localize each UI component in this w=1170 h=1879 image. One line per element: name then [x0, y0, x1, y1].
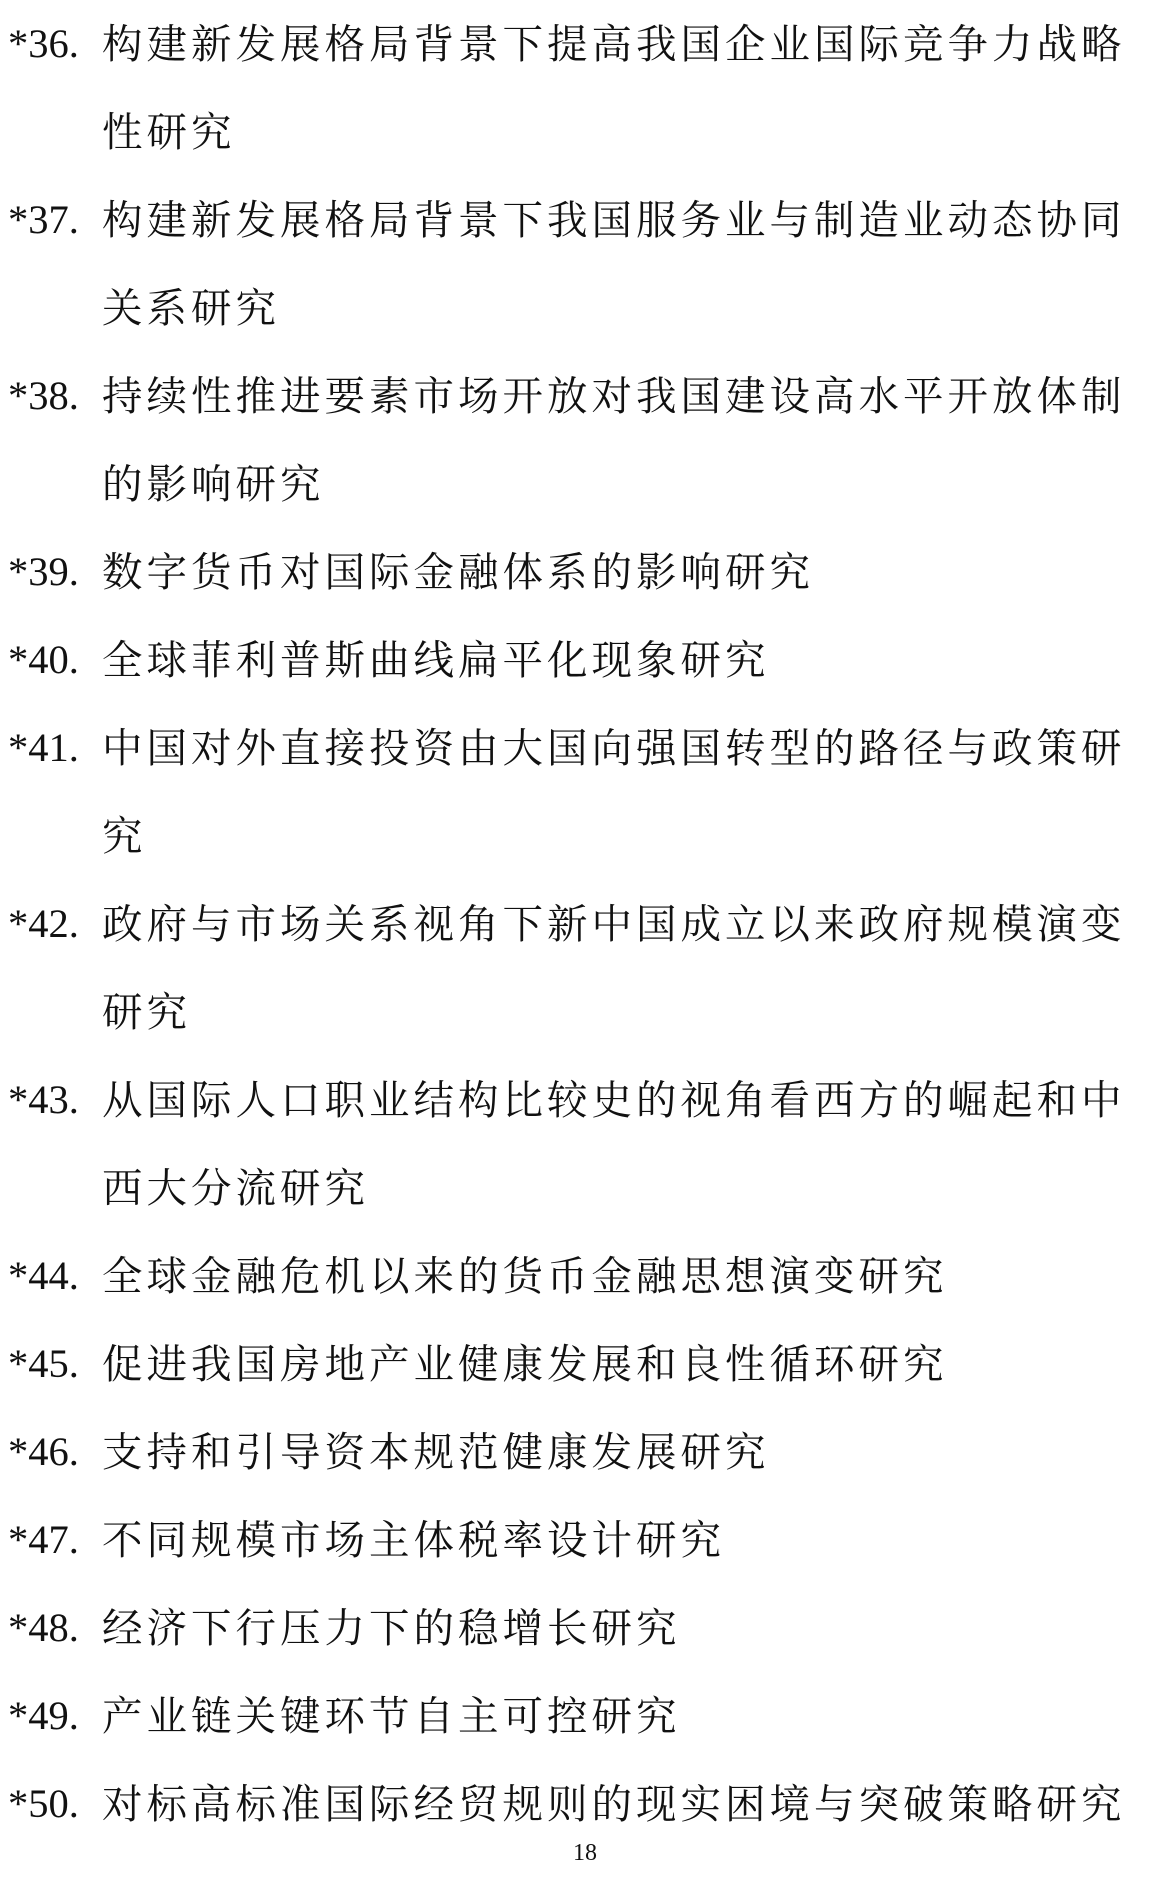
topic-number: *38. — [8, 373, 79, 418]
topic-title: 构建新发展格局背景下我国服务业与制造业动态协同关系研究 — [102, 196, 1126, 332]
topic-title: 经济下行压力下的稳增长研究 — [102, 1604, 681, 1652]
topic-number: *48. — [8, 1605, 79, 1650]
topic-title: 从国际人口职业结构比较史的视角看西方的崛起和中西大分流研究 — [102, 1076, 1126, 1212]
topic-number: *40. — [8, 637, 79, 682]
topic-item — [8, 1584, 1168, 1672]
topic-title: 全球金融危机以来的货币金融思想演变研究 — [102, 1252, 948, 1300]
topic-number: *46. — [8, 1429, 79, 1474]
topic-number: *43. — [8, 1077, 79, 1122]
page-number: 18 — [573, 1840, 597, 1866]
topic-item — [8, 616, 1168, 704]
topic-title: 构建新发展格局背景下提高我国企业国际竞争力战略性研究 — [102, 20, 1126, 156]
topic-number: *36. — [8, 21, 79, 66]
topic-title: 全球菲利普斯曲线扁平化现象研究 — [102, 636, 770, 684]
topic-item — [8, 1232, 1168, 1320]
topic-title: 促进我国房地产业健康发展和良性循环研究 — [102, 1340, 948, 1388]
topic-item — [8, 176, 1168, 352]
topic-number: *50. — [8, 1781, 79, 1826]
topic-list — [8, 0, 1168, 1848]
topic-item — [8, 1408, 1168, 1496]
topic-item — [8, 1496, 1168, 1584]
topic-title: 产业链关键环节自主可控研究 — [102, 1692, 681, 1740]
topic-item — [8, 704, 1168, 880]
topic-title: 不同规模市场主体税率设计研究 — [102, 1516, 725, 1564]
topic-item — [8, 880, 1168, 1056]
topic-item — [8, 1056, 1168, 1232]
topic-item — [8, 352, 1168, 528]
topic-item — [8, 528, 1168, 616]
topic-item — [8, 1760, 1168, 1848]
topic-number: *39. — [8, 549, 79, 594]
topic-item — [8, 1320, 1168, 1408]
topic-number: *44. — [8, 1253, 79, 1298]
topic-item — [8, 1672, 1168, 1760]
topic-number: *37. — [8, 197, 79, 242]
topic-number: *42. — [8, 901, 79, 946]
topic-title: 数字货币对国际金融体系的影响研究 — [102, 548, 814, 596]
topic-number: *41. — [8, 725, 79, 770]
topic-item — [8, 0, 1168, 176]
topic-number: *49. — [8, 1693, 79, 1738]
topic-title: 中国对外直接投资由大国向强国转型的路径与政策研究 — [102, 724, 1126, 860]
topic-title: 政府与市场关系视角下新中国成立以来政府规模演变研究 — [102, 900, 1126, 1036]
topic-title: 支持和引导资本规范健康发展研究 — [102, 1428, 770, 1476]
topic-title: 对标高标准国际经贸规则的现实困境与突破策略研究 — [102, 1780, 1126, 1828]
topic-title: 持续性推进要素市场开放对我国建设高水平开放体制的影响研究 — [102, 372, 1126, 508]
topic-number: *47. — [8, 1517, 79, 1562]
topic-number: *45. — [8, 1341, 79, 1386]
